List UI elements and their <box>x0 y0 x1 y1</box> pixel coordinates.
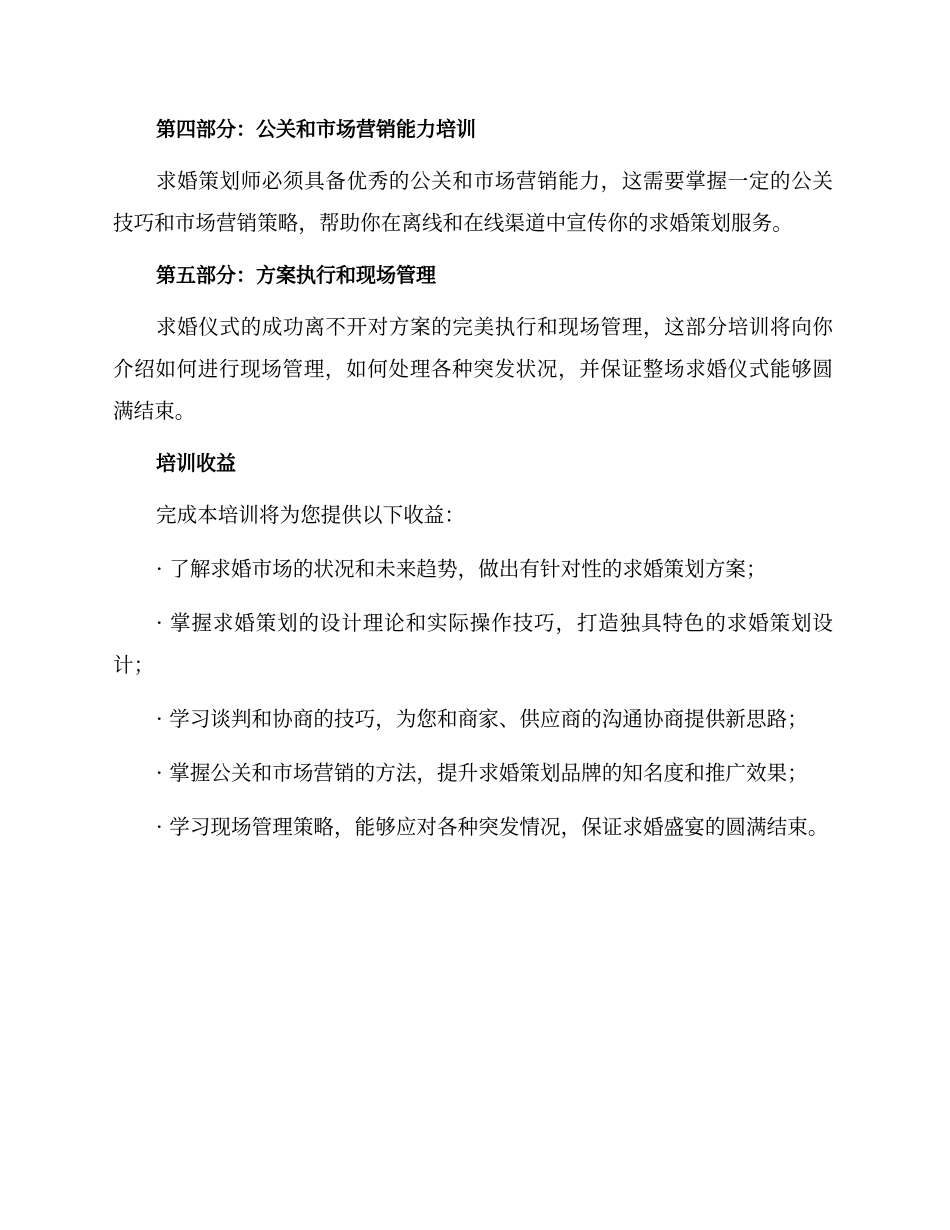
document-body <box>113 110 833 860</box>
benefit-item-5: · 学习现场管理策略，能够应对各种突发情况，保证求婚盛宴的圆满结束。 <box>156 815 829 839</box>
section-5-heading: 第五部分：方案执行和现场管理 <box>156 263 436 287</box>
section-4-heading: 第四部分：公关和市场营销能力培训 <box>156 117 476 141</box>
benefit-item-2: · 掌握求婚策划的设计理论和实际操作技巧，打造独具特色的求婚策划设计； <box>113 611 833 677</box>
section-5-paragraph: 求婚仪式的成功离不开对方案的完美执行和现场管理，这部分培训将向你介绍如何进行现场管理，如何处理各种突发状况，并保证整场求婚仪式能够圆满结束。 <box>113 315 833 423</box>
benefits-heading: 培训收益 <box>156 451 236 475</box>
benefit-item-1: · 了解求婚市场的状况和未来趋势，做出有针对性的求婚策划方案； <box>156 557 767 581</box>
benefit-item-4: · 掌握公关和市场营销的方法，提升求婚策划品牌的知名度和推广效果； <box>156 761 808 785</box>
benefit-item-3: · 学习谈判和协商的技巧，为您和商家、供应商的沟通协商提供新思路； <box>156 707 808 731</box>
section-4-paragraph: 求婚策划师必须具备优秀的公关和市场营销能力，这需要掌握一定的公关技巧和市场营销策略，帮助你在离线和在线渠道中宣传你的求婚策划服务。 <box>113 169 833 235</box>
benefits-intro: 完成本培训将为您提供以下收益： <box>156 503 465 527</box>
